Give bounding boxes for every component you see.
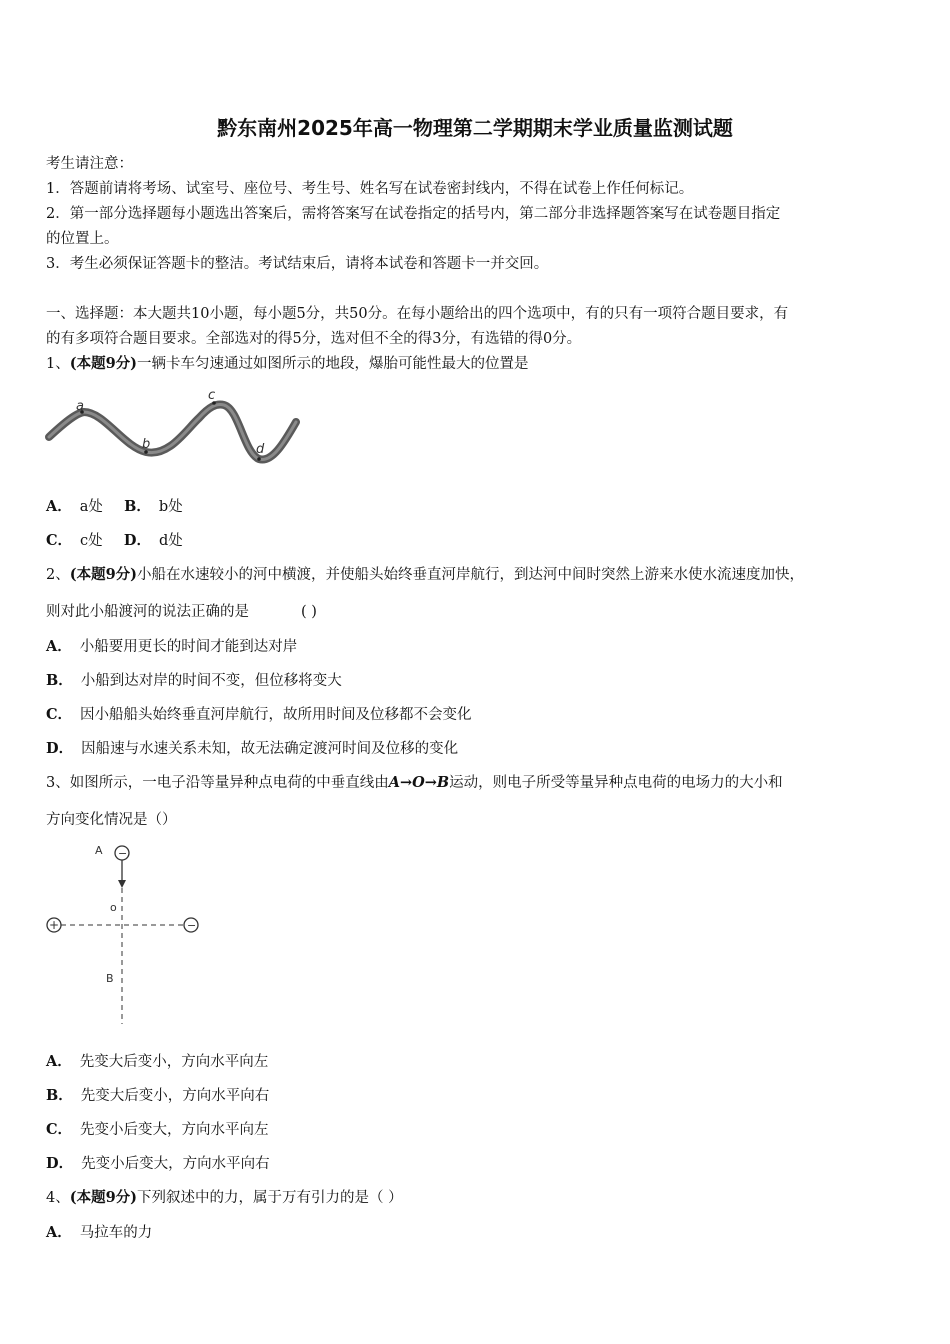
q3-opt-b-letter: B． — [46, 1087, 73, 1104]
q4-stem — [46, 1186, 403, 1207]
q4-opt-a-letter: A． — [46, 1224, 72, 1241]
q2-stem-line2 — [46, 600, 317, 621]
q4-text: 下列叙述中的力，属于万有引力的是（ ） — [137, 1190, 403, 1206]
q2-opt-b-text: 小船到达对岸的时间不变，但位移将变大 — [80, 673, 342, 689]
q1-road-figure — [44, 385, 306, 470]
q2-text-2: 则对此小船渡河的说法正确的是 — [46, 604, 249, 620]
q3-path: A→O→B — [388, 774, 450, 791]
q1-options-row2 — [46, 529, 183, 550]
q1-opt-d: d处 — [158, 533, 183, 549]
q3-opt-c-text: 先变小后变大，方向水平向左 — [80, 1122, 269, 1138]
q4-opt-a-text: 马拉车的力 — [79, 1225, 153, 1241]
q3-text-pre: 3、如图所示，一电子沿等量异种点电荷的中垂直线由 — [46, 775, 389, 791]
q3-option-c — [46, 1118, 269, 1139]
section-intro-line1: 一、选择题：本大题共10小题，每小题5分，共50分。在每小题给出的四个选项中，有的只有一项符合题目要求，有 — [46, 306, 789, 322]
arrow-head — [118, 880, 126, 888]
q1-score: (本题9分) — [69, 355, 138, 372]
q1-text: 一辆卡车匀速通过如图所示的地段，爆胎可能性最大的位置是 — [137, 356, 529, 372]
q4-number: 4、 — [46, 1190, 70, 1206]
q3-option-a — [46, 1050, 268, 1071]
notice-item-2-cont: 的位置上。 — [46, 231, 119, 247]
notice-heading: 考生请注意： — [46, 156, 133, 172]
label-B: B — [106, 972, 114, 985]
q3-option-b — [46, 1084, 269, 1105]
q2-option-a — [46, 635, 297, 656]
label-c: c — [208, 388, 216, 403]
q2-opt-c-letter: C． — [46, 706, 73, 723]
q3-charge-figure — [40, 838, 210, 1028]
q1-opt-c: c处 — [80, 533, 103, 549]
q1-opt-d-letter: D． — [123, 532, 151, 549]
q2-opt-c-text: 因小船船头始终垂直河岸航行，故所用时间及位移都不会变化 — [80, 707, 472, 723]
q2-option-d — [46, 737, 458, 758]
q2-stem-line1 — [46, 563, 804, 584]
q3-text-post: 运动，则电子所受等量异种点电荷的电场力的大小和 — [449, 775, 783, 791]
label-a: a — [76, 399, 84, 414]
q1-stem — [46, 352, 529, 373]
q2-option-c — [46, 703, 472, 724]
q3-opt-c-letter: C． — [46, 1121, 73, 1138]
q2-opt-a-text: 小船要用更长的时间才能到达对岸 — [79, 639, 298, 655]
notice-item-2: 2．第一部分选择题每小题选出答案后，需将答案写在试卷指定的括号内，第二部分非选择题答案写在试卷题目指定 — [46, 206, 781, 222]
positive-sign: + — [49, 918, 60, 932]
q1-opt-c-letter: C． — [46, 532, 73, 549]
q3-opt-b-text: 先变大后变小，方向水平向右 — [80, 1088, 270, 1104]
section-intro-line2: 的有多项符合题目要求。全部选对的得5分，选对但不全的得3分，有选错的得0分。 — [46, 331, 582, 347]
negative-sign: − — [187, 919, 197, 932]
notice-item-3: 3．考生必须保证答题卡的整洁。考试结束后，请将本试卷和答题卡一并交回。 — [46, 256, 549, 272]
q1-number: 1、 — [46, 356, 70, 372]
q1-options-row1 — [46, 495, 183, 516]
label-O: o — [110, 901, 117, 914]
q1-opt-b-letter: B． — [124, 498, 151, 515]
q4-score: (本题9分) — [69, 1189, 138, 1206]
q2-bracket: ( ) — [301, 604, 317, 620]
page-title: 黔东南州2025年高一物理第二学期期末学业质量监测试题 — [217, 116, 733, 140]
q2-opt-b-letter: B． — [46, 672, 73, 689]
electron-sign: − — [118, 847, 128, 860]
label-b: b — [142, 437, 151, 452]
q2-score: (本题9分) — [69, 566, 138, 583]
q4-option-a — [46, 1221, 152, 1242]
q3-opt-d-letter: D． — [46, 1155, 74, 1172]
q3-stem-line1 — [46, 771, 783, 792]
q3-option-d — [46, 1152, 270, 1173]
q3-opt-a-letter: A． — [46, 1053, 72, 1070]
q2-text: 小船在水速较小的河中横渡，并使船头始终垂直河岸航行，到达河中间时突然上游来水使水流速度加快， — [137, 567, 805, 583]
q3-stem-line2: 方向变化情况是（） — [46, 812, 177, 828]
q2-opt-d-text: 因船速与水速关系未知，故无法确定渡河时间及位移的变化 — [81, 741, 459, 757]
label-d: d — [256, 442, 265, 457]
q1-opt-a: a处 — [79, 499, 103, 515]
q2-opt-d-letter: D． — [46, 740, 74, 757]
q2-number: 2、 — [46, 567, 70, 583]
q2-option-b — [46, 669, 342, 690]
q3-opt-d-text: 先变小后变大，方向水平向右 — [81, 1156, 270, 1172]
q1-opt-a-letter: A． — [46, 498, 72, 515]
q3-opt-a-text: 先变大后变小，方向水平向左 — [79, 1054, 269, 1070]
label-A: A — [95, 844, 103, 857]
q2-opt-a-letter: A． — [46, 638, 72, 655]
notice-item-1: 1．答题前请将考场、试室号、座位号、考生号、姓名写在试卷密封线内，不得在试卷上作任何标记。 — [46, 181, 694, 197]
q1-opt-b: b处 — [158, 499, 183, 515]
